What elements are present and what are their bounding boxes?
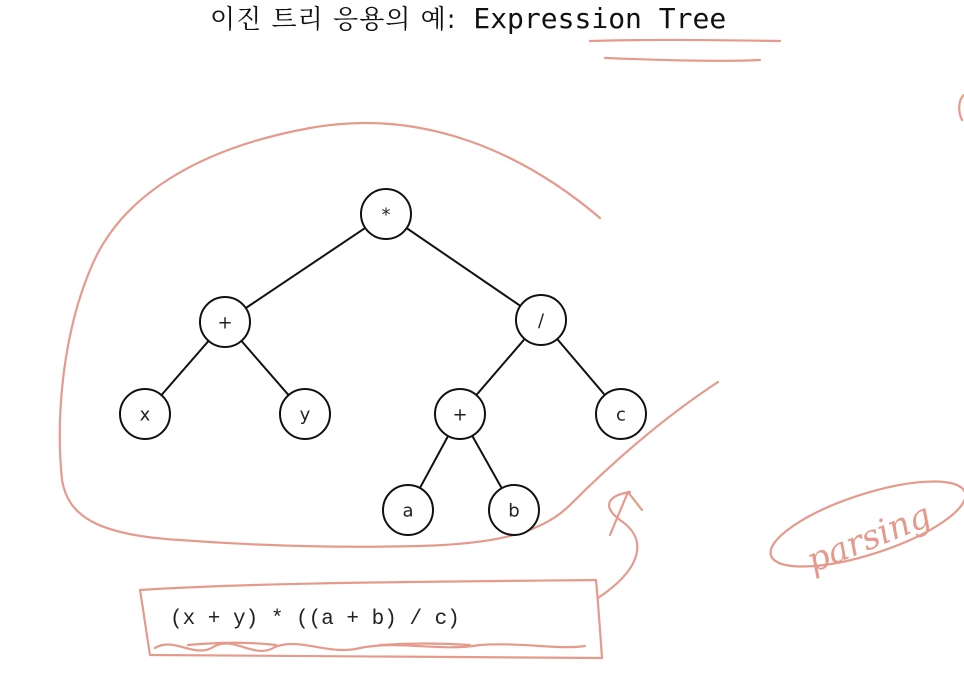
tree-node-c [596, 389, 646, 439]
tree-node-label: b [508, 500, 520, 522]
tree-node-x [120, 389, 170, 439]
parsing-annotation: parsing [800, 495, 937, 582]
tree-enclosure-stroke [60, 123, 718, 547]
tree-node-label: y [299, 404, 311, 426]
tree-node-label: / [537, 310, 545, 332]
title-english: Expression Tree [473, 2, 727, 35]
title-underline [590, 40, 780, 61]
tree-edge-root-div [386, 214, 541, 320]
tree-node-div [516, 295, 566, 345]
tree-node-a [383, 485, 433, 535]
tree-node-label: + [217, 312, 233, 334]
expression-underline-2 [380, 644, 470, 646]
parsing-arrow-line [598, 492, 637, 598]
tree-nodes [120, 189, 646, 535]
tree-node-label: * [381, 204, 391, 226]
tree-node-plus2 [435, 389, 485, 439]
tree-node-b [489, 485, 539, 535]
expression-wavy-underline [155, 643, 585, 650]
tree-node-label: c [616, 404, 626, 426]
tree-node-label: + [452, 404, 468, 426]
tree-node-label: a [402, 500, 414, 522]
tree-node-plus1 [200, 297, 250, 347]
title-korean: 이진 트리 응용의 예: [210, 5, 457, 35]
bracket-right-edge [959, 95, 964, 120]
tree-edge-root-plus1 [225, 214, 386, 322]
tree-node-root [361, 189, 411, 239]
tree-node-label: x [139, 404, 151, 426]
tree-node-y [280, 389, 330, 439]
tree-edges [145, 214, 621, 510]
parsing-arrow-head [610, 492, 642, 535]
expression-text: (x + y) * ((a + b) / c) [170, 608, 460, 631]
